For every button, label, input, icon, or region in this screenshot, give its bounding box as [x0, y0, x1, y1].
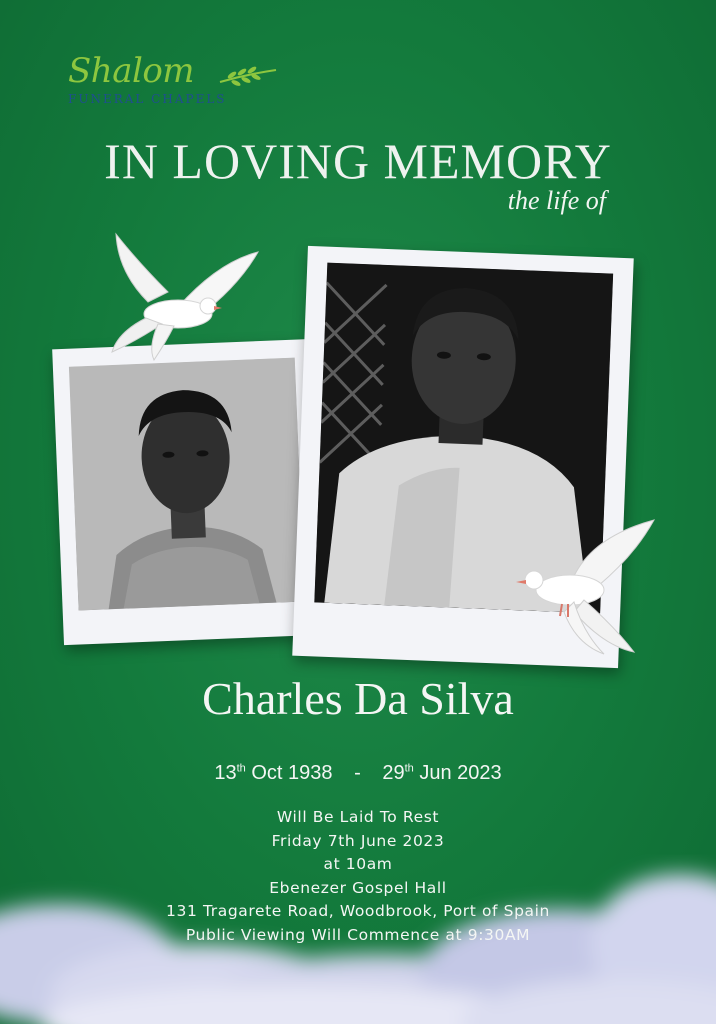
- service-details: [0, 806, 716, 947]
- death-day: 29: [382, 762, 405, 784]
- life-dates: [0, 762, 716, 785]
- portrait-young-figure: [69, 358, 305, 611]
- service-line: at 10am: [323, 855, 393, 873]
- service-line: Friday 7th June 2023: [271, 831, 445, 850]
- service-line: Will Be Laid To Rest: [276, 808, 440, 826]
- date-dash: -: [354, 762, 361, 784]
- birth-day: 13: [214, 762, 237, 784]
- leaf-icon: [218, 66, 278, 88]
- service-line: Public Viewing Will Commence at 9:30AM: [185, 925, 531, 944]
- deceased-name: Charles Da Silva: [202, 673, 514, 724]
- photo-young: [52, 339, 326, 645]
- logo: [68, 52, 227, 106]
- logo-subtitle: FUNERAL CHAPELS: [68, 92, 227, 106]
- death-rest: Jun 2023: [413, 762, 502, 784]
- death-suffix: th: [404, 762, 414, 775]
- dove-icon: [514, 516, 658, 656]
- page-title: IN LOVING MEMORY: [104, 133, 612, 189]
- page-subtitle: the life of: [507, 186, 606, 215]
- service-line: Ebenezer Gospel Hall: [269, 878, 447, 897]
- logo-name: Shalom: [68, 51, 195, 91]
- service-line: 131 Tragarete Road, Woodbrook, Port of Spain: [166, 902, 550, 920]
- birth-rest: Oct 1938: [245, 762, 333, 784]
- dove-icon: [108, 232, 262, 362]
- birth-suffix: th: [236, 762, 246, 775]
- portrait-young: [69, 358, 305, 611]
